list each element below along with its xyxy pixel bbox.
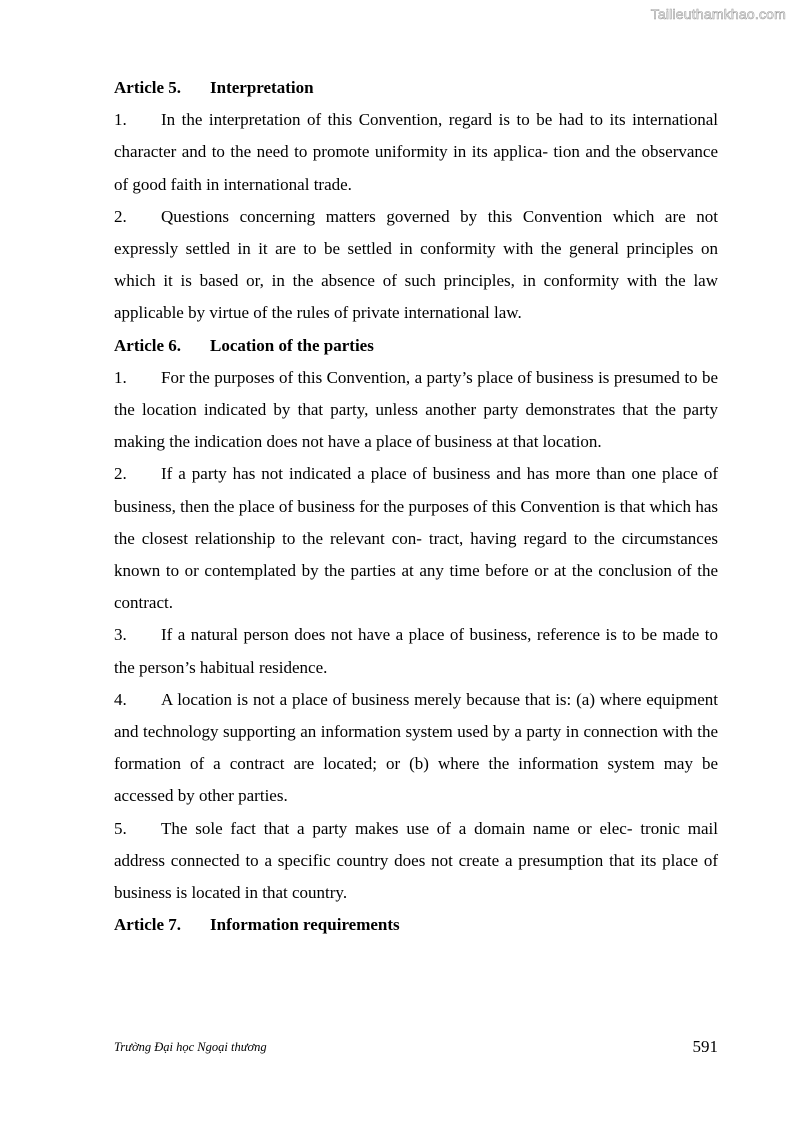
footer-institution: Trường Đại học Ngoại thương — [114, 1040, 267, 1054]
article-7-number: Article 7. — [114, 915, 182, 935]
article-6-heading — [114, 330, 718, 362]
article-6-title: Location of the parties — [210, 335, 374, 355]
document-body — [114, 72, 718, 941]
article-5-number: Article 5. — [114, 78, 182, 97]
article-7-heading — [114, 909, 718, 941]
paragraph-number: 1. — [114, 110, 127, 130]
paragraph-number: 2. — [114, 464, 127, 484]
article-5-heading — [114, 72, 718, 104]
paragraph-text: Questions concerning matters governed by this Convention which are not expressly settled in it are to be settled in conformity with the general principles on which it is based or, in the absence of such principles, in conformity with the law applicable by virtue of the rules of private international law. — [114, 206, 718, 323]
article-6-paragraph-5 — [114, 813, 718, 910]
paragraph-text: If a party has not indicated a place of business and has more than one place of business, then the place of business for the purposes of this Convention is that which has the closest relationship to the relevant con- tract, having regard to the circumstances known to or contemplated by the parties at any time before or at the conclusion of the contract. — [114, 464, 718, 613]
article-6-paragraph-2 — [114, 458, 718, 619]
article-6-paragraph-1 — [114, 362, 718, 459]
paragraph-number: 5. — [114, 818, 127, 838]
watermark-text: Tailieuthamkhao.com — [650, 6, 786, 22]
paragraph-number: 3. — [114, 625, 127, 645]
article-5-paragraph-1 — [114, 104, 718, 201]
paragraph-number: 1. — [114, 367, 127, 387]
article-6-paragraph-3 — [114, 619, 718, 683]
article-6-paragraph-4 — [114, 684, 718, 813]
article-5-title: Interpretation — [210, 78, 314, 97]
paragraph-text: If a natural person does not have a place of business, reference is to be made to the person’s habitual residence. — [114, 625, 718, 677]
paragraph-text: For the purposes of this Convention, a party’s place of business is presumed to be the location indicated by that party, unless another party demonstrates that the party making the indication does not have a place of business at that location. — [114, 367, 718, 452]
article-6-number: Article 6. — [114, 335, 182, 355]
page-number: 591 — [692, 1037, 718, 1056]
paragraph-number: 2. — [114, 206, 127, 226]
paragraph-number: 4. — [114, 689, 127, 709]
article-7-title: Information requirements — [210, 915, 400, 935]
article-5-paragraph-2 — [114, 201, 718, 330]
paragraph-text: The sole fact that a party makes use of a domain name or elec- tronic mail address connected to a specific country does not create a presumption that its place of business is located in that country. — [114, 818, 718, 903]
paragraph-text: A location is not a place of business merely because that is: (a) where equipment and technology supporting an information system used by a party in connection with the formation of a contract are located; or (b) where the information system may be accessed by other parties. — [114, 689, 718, 806]
paragraph-text: In the interpretation of this Convention, regard is to be had to its international character and to the need to promote uniformity in its applica- tion and the observance of good faith in international trade. — [114, 110, 718, 194]
